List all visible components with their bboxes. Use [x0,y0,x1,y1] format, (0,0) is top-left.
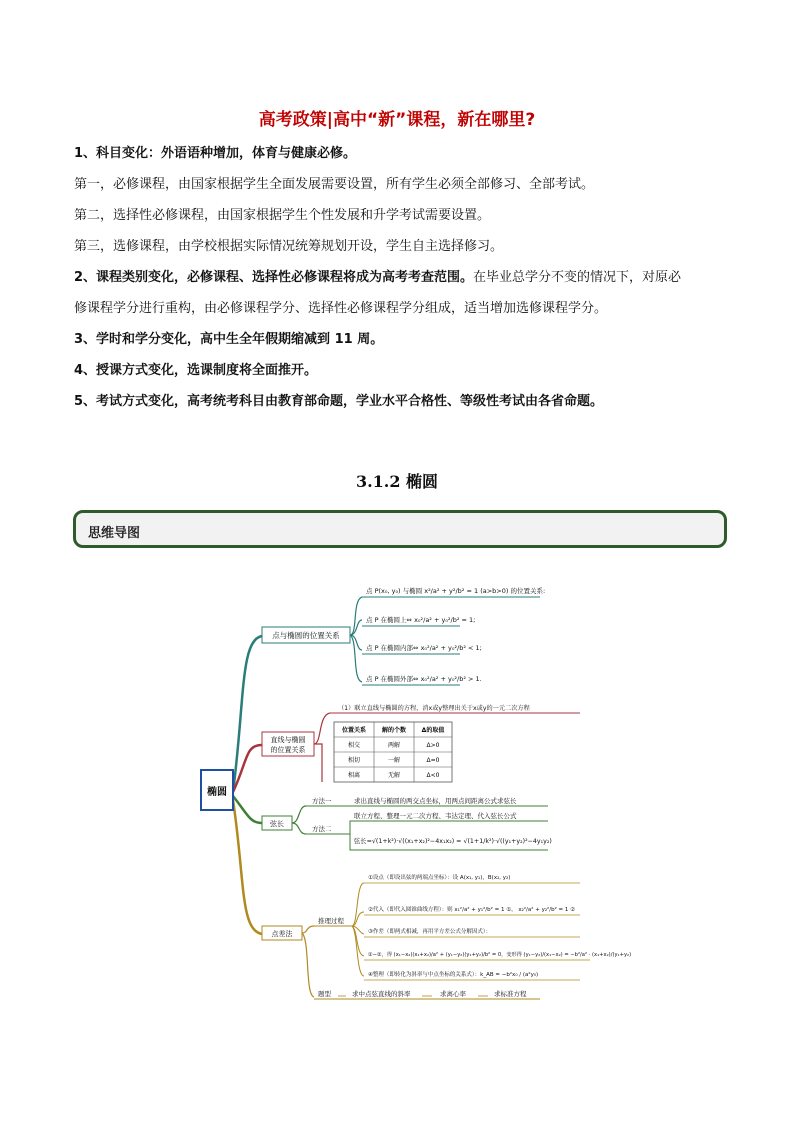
table-header-2: 解的个数 [381,727,407,734]
paragraph-1: 1、科目变化：外语语种增加，体育与健康必修。 [74,146,357,161]
table-header-3: Δ的取值 [421,727,445,734]
step-2: ②代入（即代入圆锥曲线方程）：则 x₁²/a² + y₁²/b² = 1 ①， x₂²/a² + y₂²/b² = 1 ② [368,907,576,913]
paragraph-8: 5、考试方式变化，高考统考科目由教育部命题，学业水平合格性、等级性考试由各省命题。 [74,394,604,409]
step-1: ①设点（即设出弦的两端点坐标）：设 A(x₁, y₁)，B(x₂, y₂) [368,875,511,881]
paragraph-7: 4、授课方式变化，选课制度将全面推开。 [74,363,318,378]
branch4-label: 点差法 [271,930,293,938]
branch1-item-1: 点 P(x₀, y₀) 与椭圆 x²/a² + y²/b² = 1 (a>b>0) 的位置关系: [366,587,546,595]
type-item: 求标准方程 [494,990,527,998]
paragraph-3: 第二，选择性必修课程，由国家根据学生个性发展和升学考试需要设置。 [74,208,491,223]
table-cell: 一解 [387,757,401,764]
branch2-label-line2: 的位置关系 [270,746,306,754]
method2-label: 方法二 [312,825,332,833]
connector-branch3 [233,796,262,823]
paragraph-2: 第一，必修课程，由国家根据学生全面发展需要设置，所有学生必须全部修习、全部考试。 [74,177,595,192]
branch1-item-4: 点 P 在椭圆外部⇔ x₀²/a² + y₀²/b² > 1. [366,675,482,683]
connector-branch1 [233,636,262,792]
section-title: 3.1.2 椭圆 [355,472,439,491]
page-title: 高考政策|高中“新”课程，新在哪里? [258,110,536,130]
method1-label: 方法一 [312,797,332,805]
method1-text: 求出直线与椭圆的两交点坐标，用两点间距离公式求弦长 [354,797,517,805]
chord-formula: 弦长=√(1+k²)·√((x₁+x₂)²−4x₁x₂) = √(1+1/k²)·√((y₁+y₂)²−4y₁y₂) [354,838,552,845]
method2-text: 联立方程、整理一元二次方程、韦达定理、代入弦长公式 [354,812,517,820]
paragraph-6: 3、学时和学分变化，高中生全年假期缩减到 11 周。 [74,332,384,347]
branch3-label: 弦长 [270,820,284,828]
step-4: ①−②，得 (x₁−x₂)(x₁+x₂)/a² + (y₁−y₂)(y₁+y₂)/b² = 0，变形得 (y₁−y₂)/(x₁−x₂) = −b²/a² · (x₁+x₂)/(y₁+y₂) [368,952,632,958]
branch1-item-2: 点 P 在椭圆上⇔ x₀²/a² + y₀²/b² = 1; [366,616,476,624]
table-header-1: 位置关系 [341,727,367,734]
root-label: 椭圆 [207,787,227,798]
types-label: 题型 [318,990,331,998]
table-cell: 无解 [387,772,401,779]
step-5: ④整理（即转化为斜率与中点坐标的关系式）：k_AB = −b²x₀ / (a²y₀) [368,972,539,978]
paragraph-5-cont: 修课程学分进行重构，由必修课程学分、选择性必修课程学分组成，适当增加选修课程学分。 [74,301,608,316]
type-item: 求中点弦直线的斜率 [352,990,411,998]
branch4-sublabel: 推理过程 [318,917,344,925]
connector-branch4 [233,800,262,934]
paragraph-5: 2、课程类别变化，必修课程、选择性必修课程将成为高考考查范围。在毕业总学分不变的情况下，对原必 [74,270,682,285]
branch2-intro: （1）联立直线与椭圆的方程，消x或y整理出关于x或y的一元二次方程 [338,705,530,712]
branch1-item-3: 点 P 在椭圆内部⇔ x₀²/a² + y₀²/b² < 1; [366,644,482,652]
table-cell: Δ<0 [426,772,440,779]
paragraph-4: 第三，选修课程，由学校根据实际情况统筹规划开设，学生自主选择修习。 [74,239,504,254]
table-cell: 相交 [347,742,361,749]
branch2-label-line1: 直线与椭圆 [270,736,306,744]
step-3: ③作差（即两式相减，再用平方差公式分解因式）： [368,929,492,935]
table-cell: Δ=0 [426,757,440,764]
branch1-label: 点与椭圆的位置关系 [272,631,340,640]
table-cell: 两解 [387,742,401,749]
mindmap-header-label: 思维导图 [88,526,141,541]
table-cell: Δ>0 [426,742,440,749]
table-cell: 相离 [347,772,361,779]
table-cell: 相切 [347,757,361,764]
type-item: 求离心率 [440,990,466,998]
